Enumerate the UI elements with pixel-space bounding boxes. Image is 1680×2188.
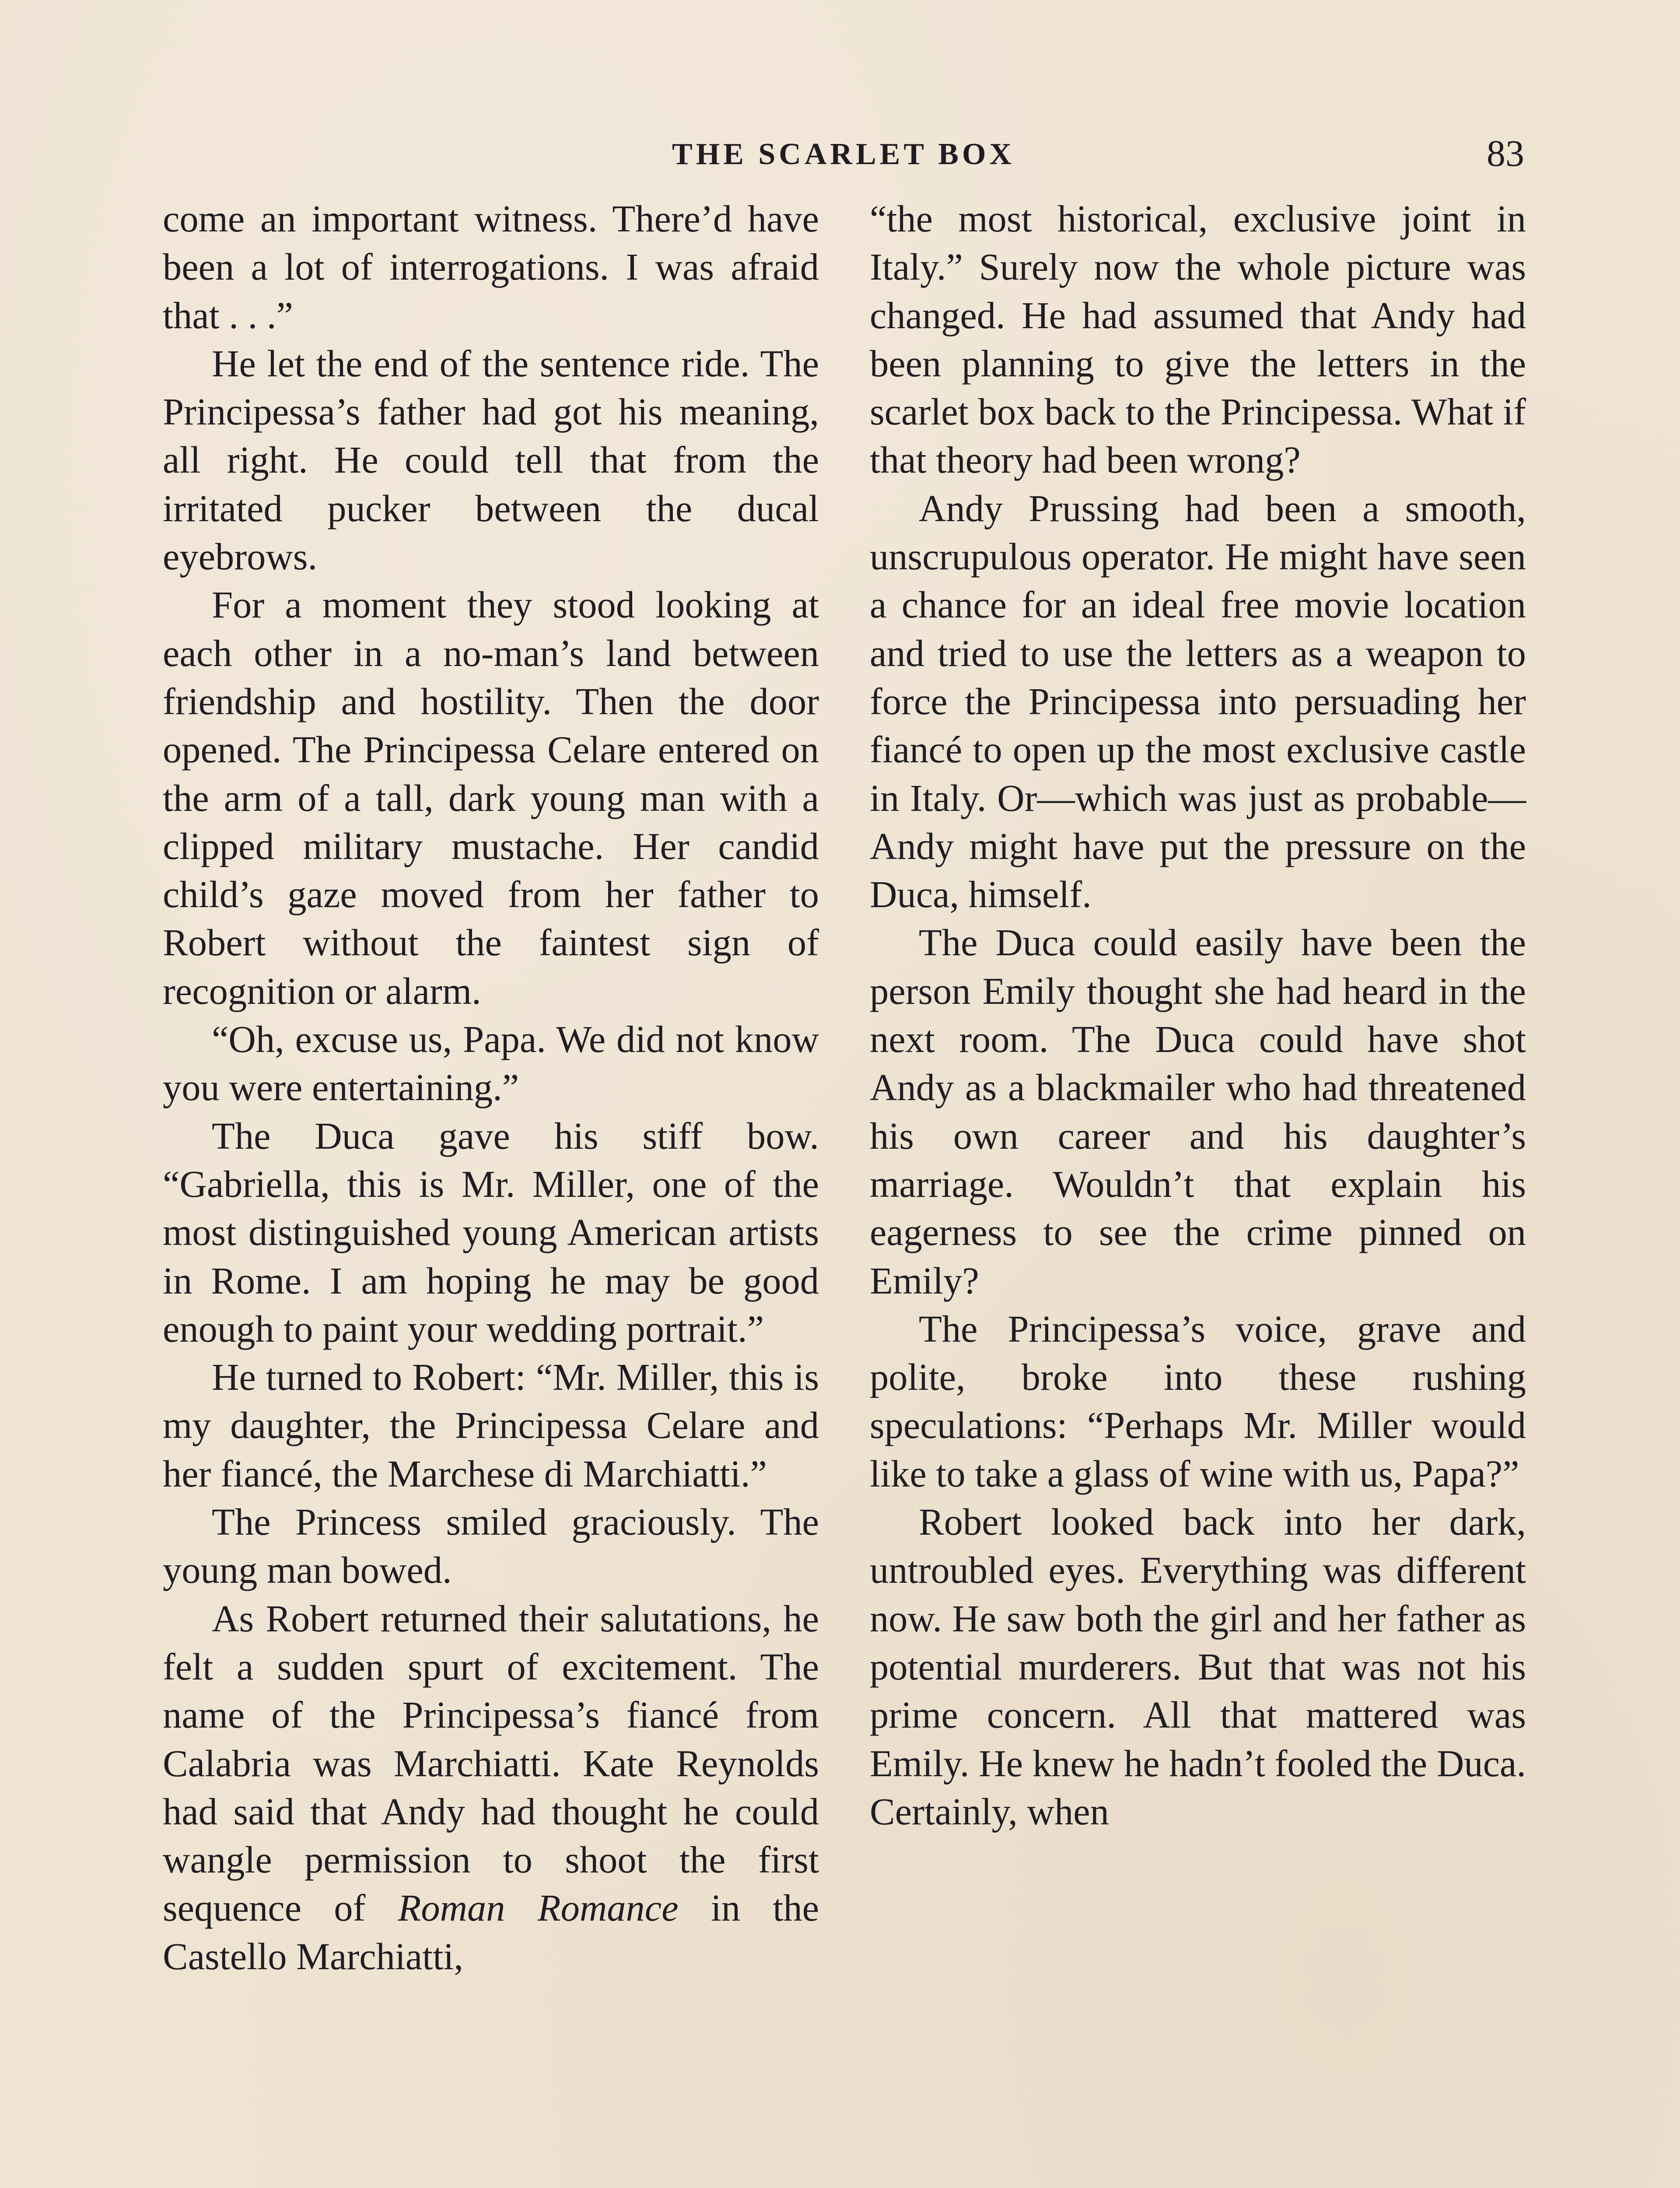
paragraph: “Oh, excuse us, Papa. We did not know you were entertaining.”	[163, 1018, 819, 1109]
running-title: THE SCARLET BOX	[672, 137, 1015, 171]
paragraph: Robert looked back into her dark, untroubled eyes. Everything was different now. He saw both the girl and her father as potential murderers. But that was not his prime concern. All that mattered was Emily. He knew he hadn’t fooled the Duca. Certainly, when	[870, 1501, 1526, 1833]
paragraph-continued: “the most historical, exclusive joint in Italy.” Surely now the whole picture was changed. He had assumed that Andy had been planning to give the letters in the scarlet box back to the Principessa. What if that theory had been wrong?	[870, 198, 1526, 481]
paragraph: The Principessa’s voice, grave and polite, broke into these rushing speculations: “Perhaps Mr. Miller would like to take a glass of wine with us, Papa?”	[870, 1308, 1526, 1495]
running-header	[163, 131, 1524, 179]
paragraph: The Princess smiled graciously. The young man bowed.	[163, 1501, 819, 1592]
paragraph: He let the end of the sentence ride. The Principessa’s father had got his meaning, all right. He could tell that from the irritated pucker between the ducal eyebrows.	[163, 342, 819, 578]
right-text-column	[870, 195, 1526, 1836]
paragraph-continued: come an important witness. There’d have been a lot of interrogations. I was afraid that . . .”	[163, 198, 819, 337]
paragraph: The Duca could easily have been the person Emily thought she had heard in the next room. The Duca could have shot Andy as a blackmailer who had threatened his own career and his daughter’s marriage. Wouldn’t that explain his eagerness to see the crime pinned on Emily?	[870, 922, 1526, 1302]
paragraph: For a moment they stood looking at each other in a no-man’s land between friendship and hostility. Then the door opened. The Principessa Celare entered on the arm of a tall, dark young man with a clipped military mustache. Her candid child’s gaze moved from her father to Robert without the faintest sign of recognition or alarm.	[163, 584, 819, 1012]
paragraph: The Duca gave his stiff bow. “Gabriella, this is Mr. Miller, one of the most distinguished young American artists in Rome. I am hoping he may be good enough to paint your wedding portrait.”	[163, 1115, 819, 1350]
paragraph: He turned to Robert: “Mr. Miller, this is my daughter, the Principessa Celare and her fiancé, the Marchese di Marchiatti.”	[163, 1356, 819, 1495]
paragraph-text: in the Castello Marchiatti,	[163, 1887, 819, 1978]
paragraph-text: As Robert returned their salutations, he felt a sudden spurt of excitement. The name of the Principessa’s fiancé from Calabria was Marchiatti. Kate Reynolds had said that Andy had thought he could wangle permission to shoot the first sequence of	[163, 1597, 819, 1929]
paragraph: Andy Prussing had been a smooth, unscrupulous operator. He might have seen a chance for an ideal free movie location and tried to use the letters as a weapon to force the Principessa into persuading her fiancé to open up the most exclusive castle in Italy. Or—which was just as probable—Andy might have put the pressure on the Duca, himself.	[870, 487, 1526, 916]
left-text-column	[163, 195, 819, 1981]
film-title-italic: Roman Romance	[398, 1887, 679, 1929]
page-number: 83	[1487, 132, 1524, 174]
paragraph	[163, 1595, 819, 1981]
